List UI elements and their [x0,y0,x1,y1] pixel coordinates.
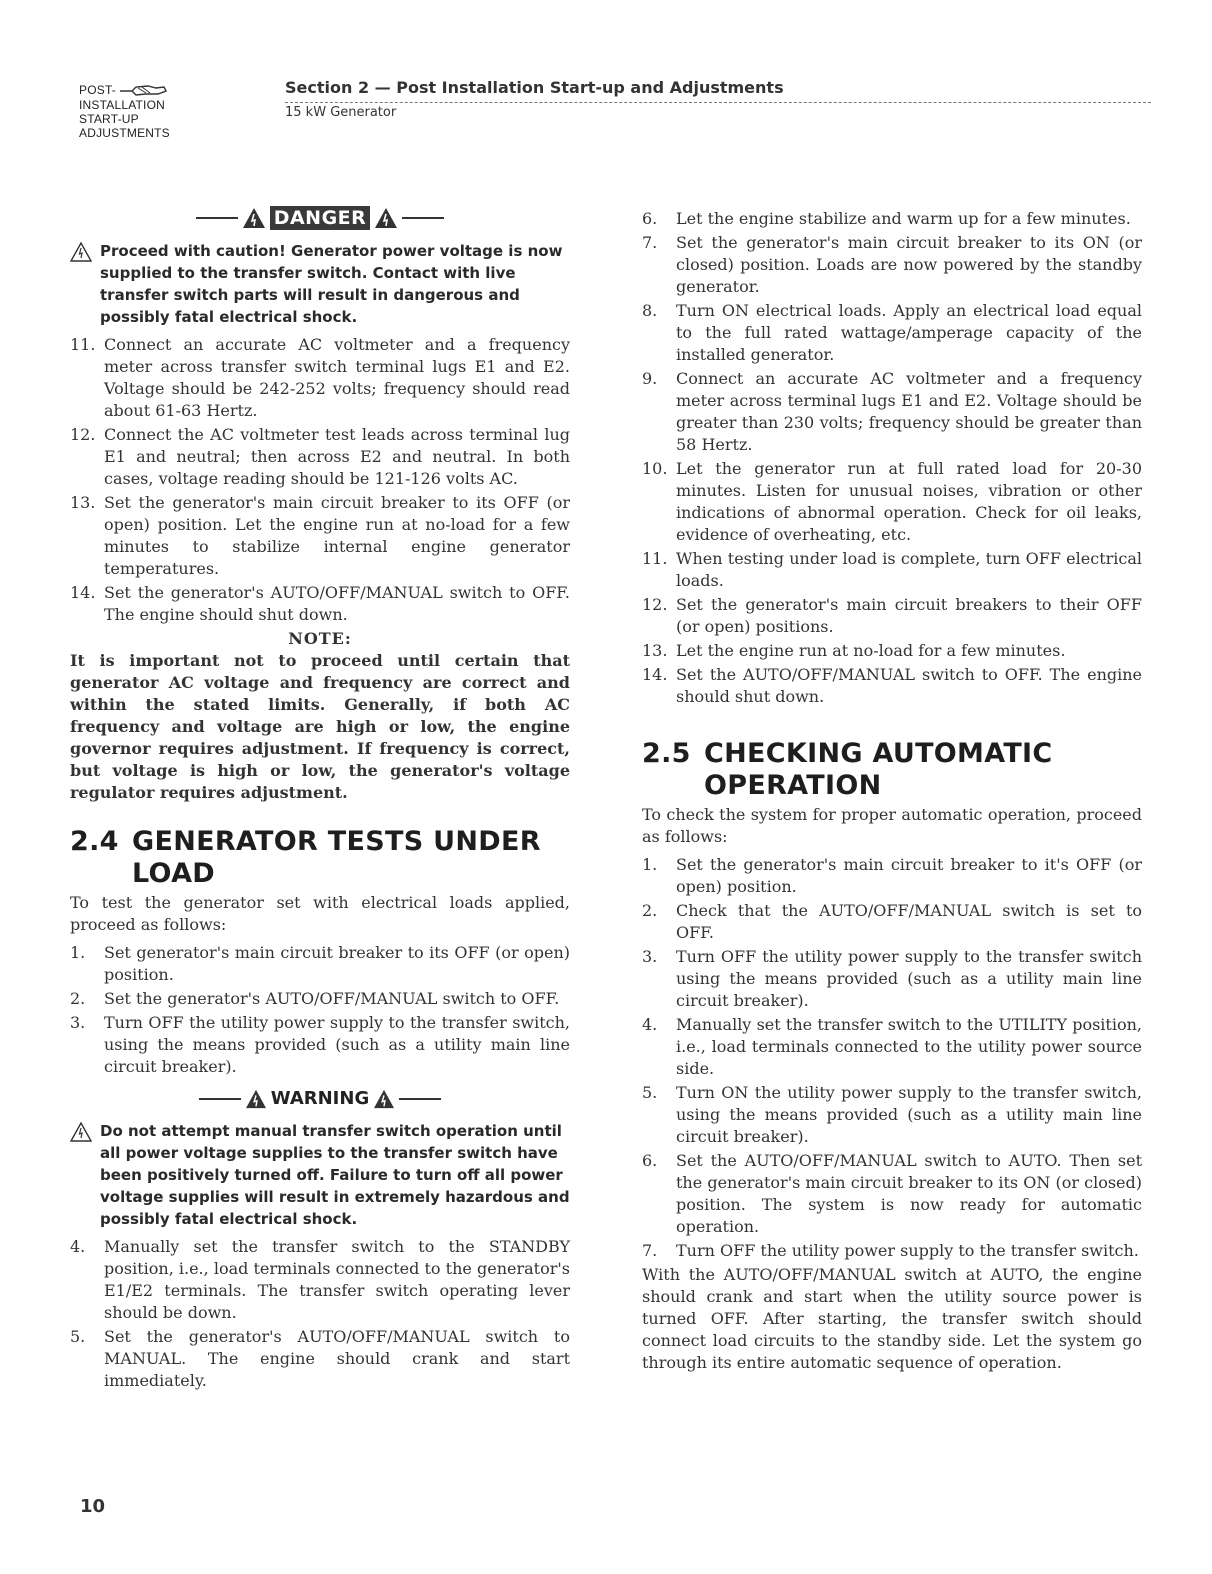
list-item [642,1082,1142,1148]
list-item [70,1326,570,1392]
step-number: 4. [70,1237,86,1256]
generator-icon [118,82,168,98]
step-text: Set the AUTO/OFF/MANUAL switch to OFF. The engine should shut down. [676,665,1142,706]
step-text: Manually set the transfer switch to the UTILITY position, i.e., load terminals connected to the utility power source side. [676,1015,1142,1078]
section-subtitle: 15 kW Generator [285,105,397,120]
step-number: 13. [70,493,96,512]
danger-text: Proceed with caution! Generator power voltage is now supplied to the transfer switch. Contact with live transfer switch parts will result in dangerous and possibly fatal electrical shock. [100,242,563,326]
section-intro: To check the system for proper automatic operation, proceed as follows: [642,805,1142,846]
list-item [642,368,1142,456]
heading-number: 2.5 [642,738,691,769]
list-item [642,1240,1142,1262]
section-intro: To test the generator set with electrical loads applied, proceed as follows: [70,893,570,934]
heading-number: 2.4 [70,826,119,857]
step-number: 7. [642,1241,658,1260]
step-text: Set the generator's AUTO/OFF/MANUAL switch to OFF. The engine should shut down. [104,583,570,624]
step-number: 9. [642,369,658,388]
list-item [642,900,1142,944]
list-item [70,1012,570,1078]
step-number: 11. [70,335,96,354]
step-list [70,1236,570,1392]
step-text: Connect the AC voltmeter test leads across terminal lug E1 and neutral; then across E2 and neutral. In both cases, voltage reading should be 121-126 volts AC. [104,425,570,488]
list-item [642,208,1142,230]
warning-triangle-icon [373,1089,395,1109]
warning-triangle-icon [374,207,398,229]
step-number: 12. [70,425,96,444]
step-number: 12. [642,595,668,614]
step-text: Let the engine run at no-load for a few minutes. [676,641,1066,660]
step-number: 1. [642,855,658,874]
header-divider [285,102,1151,103]
list-item [70,942,570,986]
note-text: It is important not to proceed until certain that generator AC voltage and frequency are correct and within the stated limits. Generally, if both AC frequency and voltage are high or low, the engine governor requires adjustment. If frequency is correct, but voltage is high or low, the generator's voltage regulator requires adjustment. [70,651,570,802]
step-number: 2. [642,901,658,920]
step-text: Let the generator run at full rated load for 20-30 minutes. Listen for unusual noises, vibration or other indications of abnormal operation. Check for oil leaks, evidence of overheating, etc. [676,459,1142,544]
step-number: 3. [70,1013,86,1032]
step-number: 14. [642,665,668,684]
step-number: 5. [70,1327,86,1346]
step-text: Set the AUTO/OFF/MANUAL switch to AUTO. Then set the generator's main circuit breaker to its ON (or closed) position. The system is now ready for automatic operation. [676,1151,1142,1236]
step-text: Turn OFF the utility power supply to the transfer switch. [676,1241,1139,1260]
step-text: Turn ON the utility power supply to the transfer switch, using the means provided (such as a utility main line circuit breaker). [676,1083,1142,1146]
section-heading-2-5 [642,738,1142,802]
signal-rule [399,1098,441,1100]
list-item [642,548,1142,592]
signal-rule [402,217,444,219]
step-list [642,208,1142,708]
page-header [285,78,1151,121]
list-item [70,424,570,490]
list-item [642,640,1142,662]
tab-line-3: START-UP [79,112,139,126]
list-item [70,1236,570,1324]
page-number: 10 [80,1496,106,1517]
section-heading-2-4 [70,826,570,890]
list-item [70,988,570,1010]
step-number: 8. [642,301,658,320]
step-number: 14. [70,583,96,602]
list-item [70,582,570,626]
danger-signal [70,206,570,230]
step-list [642,854,1142,1262]
step-list [70,942,570,1078]
step-text: Set the generator's main circuit breakers to their OFF (or open) positions. [676,595,1142,636]
step-list [70,334,570,626]
note-label: NOTE: [288,629,352,648]
danger-label: DANGER [270,206,371,230]
step-number: 3. [642,947,658,966]
step-number: 6. [642,209,658,228]
signal-rule [196,217,238,219]
list-item [642,1150,1142,1238]
list-item [642,300,1142,366]
closing-paragraph: With the AUTO/OFF/MANUAL switch at AUTO, the engine should crank and start when the utility source power is turned OFF. After starting, the transfer switch should connect load circuits to the standby side. Let the system go through its entire automatic sequence of operation. [642,1265,1142,1372]
step-text: Set the generator's AUTO/OFF/MANUAL switch to OFF. [104,989,560,1008]
step-number: 4. [642,1015,658,1034]
step-number: 13. [642,641,668,660]
tab-line-4: ADJUSTMENTS [79,126,170,140]
step-text: Turn OFF the utility power supply to the transfer switch, using the means provided (such as a utility main line circuit breaker). [104,1013,570,1076]
list-item [70,492,570,580]
step-number: 1. [70,943,86,962]
warning-label: WARNING [270,1088,370,1109]
list-item [642,232,1142,298]
list-item [642,946,1142,1012]
step-number: 5. [642,1083,658,1102]
step-number: 11. [642,549,668,568]
warning-text: Do not attempt manual transfer switch operation until all power voltage supplies to the transfer switch have been positively turned off. Failure to turn off all power voltage supplies will result in extremely hazardous and possibly fatal electrical shock. [100,1122,570,1228]
list-item [642,854,1142,898]
tab-line-1: POST- [79,83,117,97]
step-text: Set the generator's main circuit breaker to its ON (or closed) position. Loads are now powered by the standby generator. [676,233,1142,296]
caution-triangle-icon [70,242,92,262]
section-tab [79,82,239,140]
warning-message [70,1120,570,1230]
step-text: Let the engine stabilize and warm up for a few minutes. [676,209,1131,228]
list-item [642,594,1142,638]
step-text: Turn OFF the utility power supply to the transfer switch using the means provided (such as a utility main line circuit breaker). [676,947,1142,1010]
step-text: Connect an accurate AC voltmeter and a frequency meter across terminal lugs E1 and E2. Voltage should be greater than 230 volts; frequency should be greater than 58 Hertz. [676,369,1142,454]
step-text: Turn ON electrical loads. Apply an electrical load equal to the full rated wattage/amperage capacity of the installed generator. [676,301,1142,364]
step-text: Set the generator's main circuit breaker to it's OFF (or open) position. [676,855,1142,896]
right-column [642,208,1142,1380]
caution-triangle-icon [70,1122,92,1142]
section-title: Section 2 — Post Installation Start-up and Adjustments [285,78,784,97]
heading-title: GENERATOR TESTS UNDER LOAD [132,826,541,889]
step-text: Set generator's main circuit breaker to its OFF (or open) position. [104,943,570,984]
list-item [642,664,1142,708]
step-text: Manually set the transfer switch to the STANDBY position, i.e., load terminals connected to the generator's E1/E2 terminals. The transfer switch operating lever should be down. [104,1237,570,1322]
danger-message [70,240,570,328]
step-number: 7. [642,233,658,252]
step-text: Set the generator's AUTO/OFF/MANUAL switch to MANUAL. The engine should crank and start immediately. [104,1327,570,1390]
warning-triangle-icon [242,207,266,229]
warning-triangle-icon [245,1089,267,1109]
step-text: Connect an accurate AC voltmeter and a frequency meter across transfer switch terminal lugs E1 and E2. Voltage should be 242-252 volts; frequency should read about 61-63 Hertz. [104,335,570,420]
step-text: Check that the AUTO/OFF/MANUAL switch is set to OFF. [676,901,1142,942]
heading-title: CHECKING AUTOMATIC OPERATION [704,738,1053,801]
step-text: When testing under load is complete, turn OFF electrical loads. [676,549,1142,590]
left-column [70,196,570,1394]
list-item [70,334,570,422]
signal-rule [199,1098,241,1100]
tab-line-2: INSTALLATION [79,98,165,112]
list-item [642,1014,1142,1080]
step-number: 2. [70,989,86,1008]
list-item [642,458,1142,546]
step-number: 6. [642,1151,658,1170]
step-number: 10. [642,459,668,478]
warning-signal [70,1088,570,1110]
step-text: Set the generator's main circuit breaker to its OFF (or open) position. Let the engine run at no-load for a few minutes to stabilize internal engine generator temperatures. [104,493,570,578]
